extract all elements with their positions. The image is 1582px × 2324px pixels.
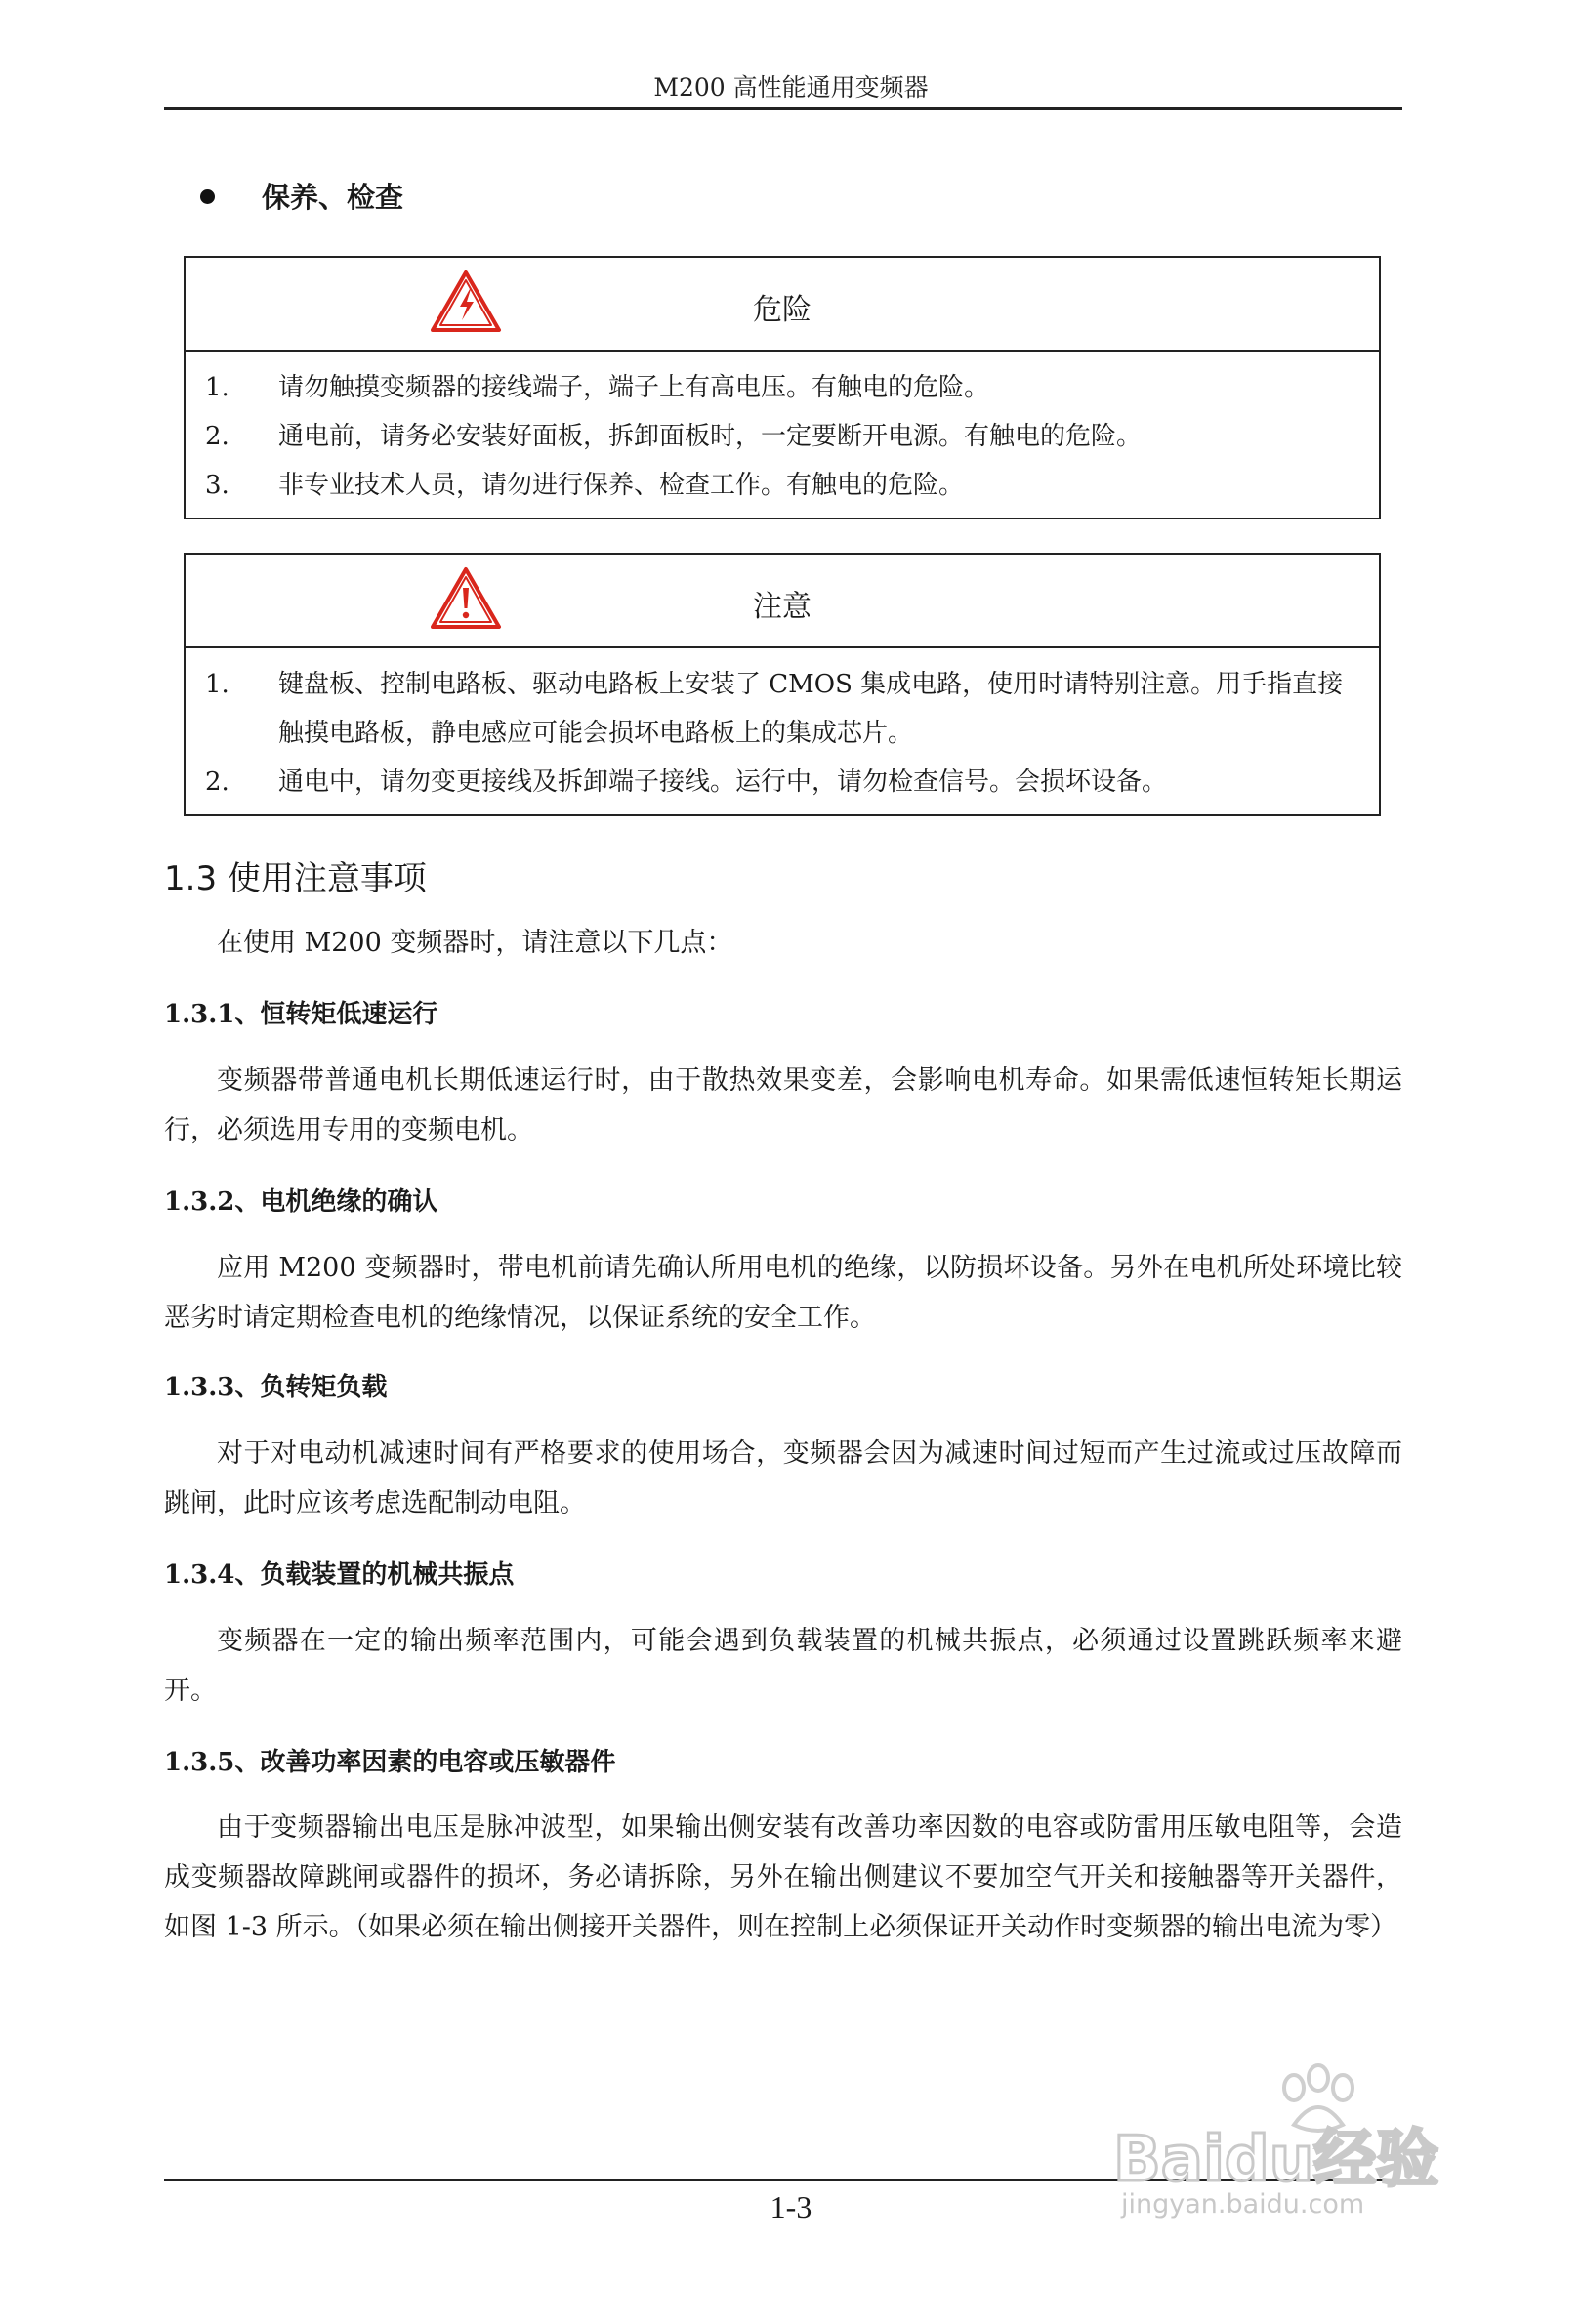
caution-item: [186, 758, 1379, 807]
caution-item: [186, 660, 1379, 758]
running-header: M200 高性能通用变频器: [653, 73, 929, 102]
danger-item: [186, 363, 1379, 412]
caution-item-text: 键盘板、控制电路板、驱动电路板上安装了 CMOS 集成电路，使用时请特别注意。用手指直接触摸电路板，静电感应可能会损坏电路板上的集成芯片。: [278, 670, 1344, 748]
caution-box: [184, 553, 1381, 816]
danger-item: [186, 461, 1379, 510]
watermark-domain: jingyan.baidu.com: [1121, 2189, 1365, 2220]
danger-list: [186, 352, 1379, 519]
danger-item-text: 非专业技术人员，请勿进行保养、检查工作。有触电的危险。: [278, 471, 965, 500]
subsection-body: 由于变频器输出电压是脉冲波型，如果输出侧安装有改善功率因数的电容或防雷用压敏电阻等，会造成变频器故障跳闸或器件的损坏，务必请拆除，另外在输出侧建议不要加空气开关和接触器等开关器件，如图 1-3 所示。（如果必须在输出侧接开关器件，则在控制上必须保证开关动作时变频器的输出电流为零）: [164, 1812, 1402, 1942]
subsection-heading: 1.3.5、改善功率因素的电容或压敏器件: [164, 1748, 616, 1777]
page-number: 1-3: [770, 2189, 812, 2224]
danger-item-number: 1.: [205, 373, 229, 402]
caution-box-header: [186, 555, 1379, 648]
danger-item-text: 通电前，请务必安装好面板，拆卸面板时，一定要断开电源。有触电的危险。: [278, 422, 1143, 451]
danger-item: [186, 412, 1379, 461]
danger-item-text: 请勿触摸变频器的接线端子，端子上有高电压。有触电的危险。: [278, 373, 990, 402]
danger-title: 危险: [753, 293, 812, 327]
subsection-heading: 1.3.2、电机绝缘的确认: [164, 1187, 438, 1217]
caution-list: [186, 648, 1379, 816]
subsection-heading: 1.3.4、负载装置的机械共振点: [164, 1560, 515, 1590]
danger-box: [184, 256, 1381, 519]
maintenance-heading: [200, 176, 403, 216]
subsection-heading: 1.3.3、负转矩负载: [164, 1373, 388, 1402]
subsection-heading: 1.3.1、恒转矩低速运行: [164, 1000, 438, 1029]
danger-item-number: 2.: [205, 422, 229, 451]
bullet-icon: [200, 189, 215, 204]
section-title: 1.3 使用注意事项: [164, 859, 427, 898]
maintenance-heading-text: 保养、检查: [262, 181, 404, 214]
danger-item-number: 3.: [205, 471, 229, 500]
caution-item-number: 1.: [205, 670, 229, 699]
baidu-watermark: [1094, 2060, 1484, 2256]
caution-item-text: 通电中，请勿变更接线及拆卸端子接线。运行中，请勿检查信号。会损坏设备。: [278, 768, 1168, 797]
caution-item-number: 2.: [205, 768, 229, 797]
section-intro: 在使用 M200 变频器时，请注意以下几点：: [217, 928, 733, 958]
caution-title: 注意: [753, 590, 812, 624]
subsection-body: 变频器带普通电机长期低速运行时，由于散热效果变差，会影响电机寿命。如果需低速恒转矩长期运行，必须选用专用的变频电机。: [164, 1065, 1402, 1145]
subsection-body: 变频器在一定的输出频率范围内，可能会遇到负载装置的机械共振点，必须通过设置跳跃频率来避开。: [164, 1626, 1402, 1706]
header-rule: [164, 107, 1402, 110]
subsection-body: 应用 M200 变频器时，带电机前请先确认所用电机的绝缘，以防损坏设备。另外在电机所处环境比较恶劣时请定期检查电机的绝缘情况，以保证系统的安全工作。: [164, 1253, 1403, 1333]
subsection-body: 对于对电动机减速时间有严格要求的使用场合，变频器会因为减速时间过短而产生过流或过压故障而跳闸，此时应该考虑选配制动电阻。: [164, 1438, 1402, 1518]
watermark-brand: Baidu经验: [1113, 2124, 1439, 2196]
danger-box-header: [186, 258, 1379, 352]
